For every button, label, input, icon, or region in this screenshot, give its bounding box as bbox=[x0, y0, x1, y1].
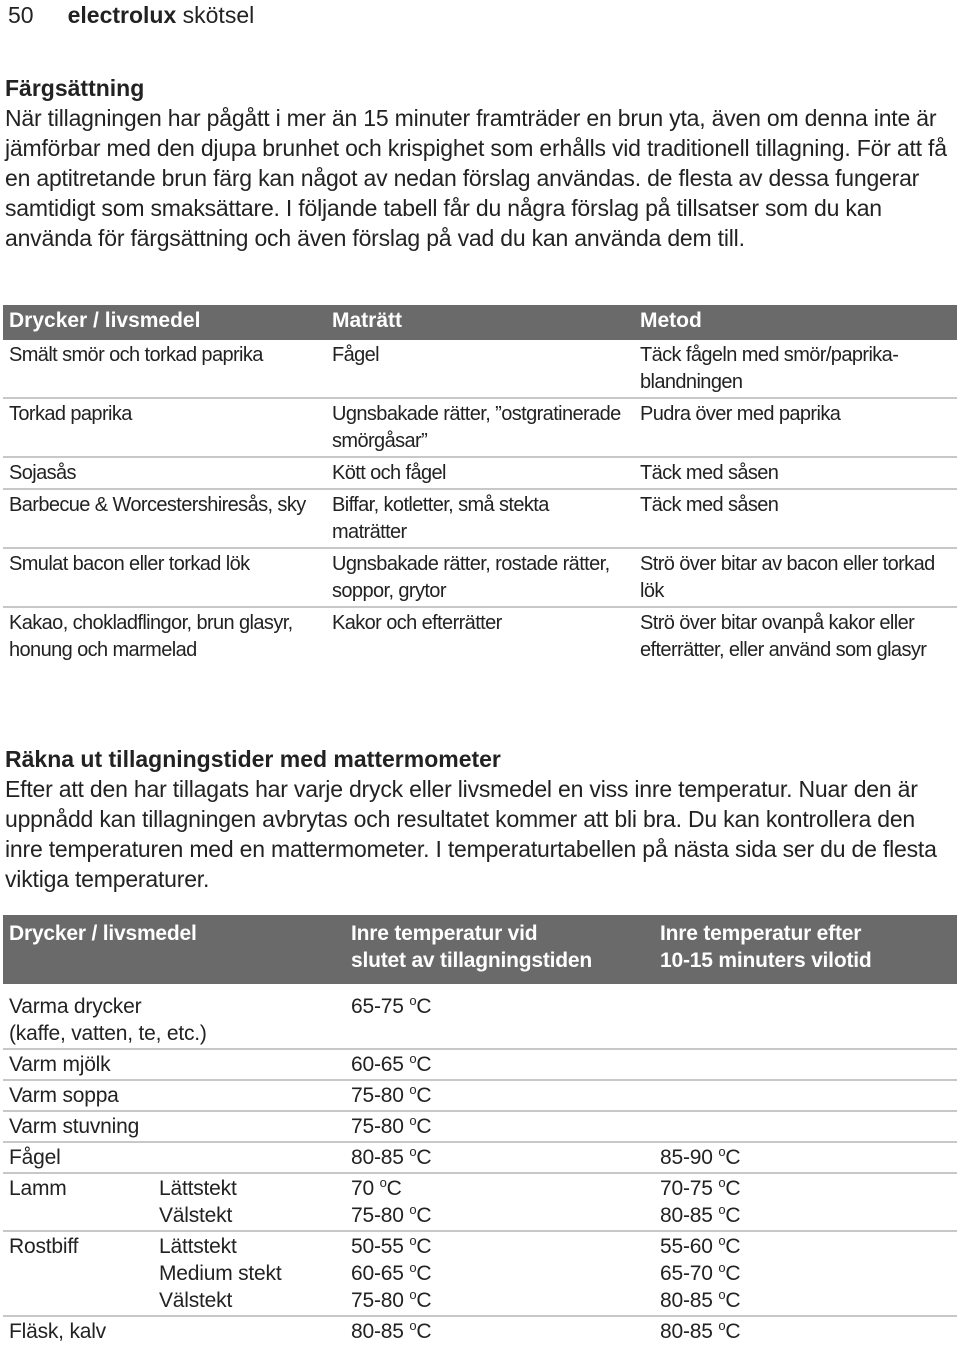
table-cell: Smält smör och torkad paprika bbox=[3, 340, 326, 398]
table-cell: Täck med såsen bbox=[634, 489, 957, 548]
degree-symbol: o bbox=[409, 1233, 417, 1248]
thermometer-heading: Räkna ut tillagningstider med mattermometer bbox=[5, 746, 501, 772]
unit-letter: C bbox=[416, 1204, 432, 1227]
page-header bbox=[8, 0, 254, 30]
unit-letter: C bbox=[725, 1235, 741, 1258]
temperature-number: 60-65 bbox=[351, 1053, 404, 1076]
section-name: skötsel bbox=[182, 2, 255, 28]
food-cell bbox=[3, 1231, 153, 1316]
temperature-number: 80-85 bbox=[660, 1320, 713, 1343]
end-temp-cell bbox=[345, 1049, 654, 1080]
browning-table-body bbox=[3, 340, 957, 665]
end-temp-cell bbox=[345, 1173, 654, 1231]
degree-symbol: o bbox=[409, 1051, 417, 1066]
food-line: Rostbiff bbox=[9, 1235, 79, 1258]
temperature-value bbox=[351, 1233, 648, 1260]
temperature-table bbox=[3, 915, 957, 1346]
column-header bbox=[654, 915, 957, 984]
doneness-line: Lättstekt bbox=[159, 1235, 237, 1258]
temperature-number: 75-80 bbox=[351, 1115, 404, 1138]
temperature-value bbox=[660, 1144, 951, 1171]
temperature-number: 65-70 bbox=[660, 1262, 713, 1285]
header-line: 10-15 minuters vilotid bbox=[660, 949, 872, 972]
table-cell: Täck fågeln med smör/paprika-blandningen bbox=[634, 340, 957, 398]
food-cell bbox=[3, 1080, 345, 1111]
food-line: Fläsk, kalv bbox=[9, 1320, 106, 1343]
browning-section bbox=[5, 73, 955, 253]
end-temp-cell bbox=[345, 1080, 654, 1111]
food-cell bbox=[3, 1049, 345, 1080]
column-header: Metod bbox=[634, 305, 957, 340]
unit-letter: C bbox=[416, 995, 432, 1018]
thermometer-body: Efter att den har tillagats har varje dryck eller livsmedel en viss inre temperatur. Nuar den är uppnådd kan tillagningen avbrytas och resultatet kommer att bli bra. Du kan kontrollera den inre temperaturen med en mattermometer. I temperaturtabellen på nästa sida ser du de flesta viktiga temperaturer. bbox=[5, 776, 937, 892]
table-cell: Torkad paprika bbox=[3, 398, 326, 457]
rest-temp-cell bbox=[654, 992, 957, 1049]
temperature-table-body bbox=[3, 992, 957, 1346]
table-cell: Kakor och efterrätter bbox=[332, 612, 502, 634]
temperature-number: 80-85 bbox=[660, 1204, 713, 1227]
unit-letter: C bbox=[416, 1084, 432, 1107]
table-cell: Biffar, kotletter, små stekta maträtter bbox=[326, 489, 634, 548]
degree-symbol: o bbox=[718, 1287, 726, 1302]
end-temp-cell bbox=[345, 1111, 654, 1142]
column-header: Drycker / livsmedel bbox=[3, 915, 345, 984]
degree-symbol: o bbox=[718, 1260, 726, 1275]
doneness-line: Välstekt bbox=[159, 1289, 233, 1312]
temperature-value bbox=[351, 1113, 648, 1140]
degree-symbol: o bbox=[409, 1318, 417, 1333]
food-cell bbox=[3, 992, 345, 1049]
table-row bbox=[3, 1231, 957, 1316]
doneness-cell bbox=[153, 1231, 345, 1316]
doneness-line: Välstekt bbox=[159, 1204, 233, 1227]
temperature-number: 80-85 bbox=[351, 1320, 404, 1343]
doneness-cell bbox=[153, 1173, 345, 1231]
temperature-value bbox=[660, 1287, 951, 1314]
table-row bbox=[3, 340, 957, 398]
table-row bbox=[3, 457, 957, 489]
food-line: Varm stuvning bbox=[9, 1115, 140, 1138]
table-row bbox=[3, 489, 957, 548]
table-cell: Kakao, chokladflingor, brun glasyr, honung och marmelad bbox=[9, 612, 293, 661]
table-cell: Kött och fågel bbox=[326, 457, 634, 489]
doneness-line: Lättstekt bbox=[159, 1177, 237, 1200]
table-row bbox=[3, 607, 957, 665]
unit-letter: C bbox=[416, 1289, 432, 1312]
degree-symbol: o bbox=[718, 1144, 726, 1159]
unit-letter: C bbox=[416, 1235, 432, 1258]
food-line: Lamm bbox=[9, 1177, 67, 1200]
food-line: Fågel bbox=[9, 1146, 61, 1169]
doneness-line: Medium stekt bbox=[159, 1262, 282, 1285]
table-row bbox=[3, 1142, 957, 1173]
unit-letter: C bbox=[416, 1146, 432, 1169]
temperature-value bbox=[660, 1318, 951, 1345]
temperature-number: 75-80 bbox=[351, 1204, 404, 1227]
rest-temp-cell bbox=[654, 1142, 957, 1173]
column-header: Maträtt bbox=[326, 305, 634, 340]
degree-symbol: o bbox=[718, 1318, 726, 1333]
temperature-value bbox=[351, 1260, 648, 1287]
table-cell: Sojasås bbox=[3, 457, 326, 489]
unit-letter: C bbox=[416, 1262, 432, 1285]
temperature-value bbox=[351, 993, 648, 1020]
temperature-number: 65-75 bbox=[351, 995, 404, 1018]
temperature-number: 70 bbox=[351, 1177, 374, 1200]
table-row bbox=[3, 992, 957, 1049]
table-row bbox=[3, 1049, 957, 1080]
browning-heading: Färgsättning bbox=[5, 75, 145, 101]
food-line: Varma drycker bbox=[9, 995, 142, 1018]
food-cell bbox=[3, 1142, 345, 1173]
table-row bbox=[3, 1111, 957, 1142]
header-line: Inre temperatur vid bbox=[351, 922, 538, 945]
table-header-row bbox=[3, 305, 957, 340]
thermometer-section bbox=[5, 744, 955, 894]
table-cell: Strö över bitar av bacon eller torkad lök bbox=[634, 548, 957, 607]
degree-symbol: o bbox=[409, 1287, 417, 1302]
temperature-number: 50-55 bbox=[351, 1235, 404, 1258]
temperature-number: 55-60 bbox=[660, 1235, 713, 1258]
rest-temp-cell bbox=[654, 1111, 957, 1142]
browning-table bbox=[3, 305, 957, 665]
degree-symbol: o bbox=[409, 1202, 417, 1217]
column-header bbox=[345, 915, 654, 984]
degree-symbol: o bbox=[409, 1144, 417, 1159]
page-number: 50 bbox=[8, 2, 34, 28]
temperature-value bbox=[660, 1260, 951, 1287]
temperature-number: 70-75 bbox=[660, 1177, 713, 1200]
temperature-number: 80-85 bbox=[660, 1289, 713, 1312]
brand-name: electrolux bbox=[67, 2, 177, 28]
header-line: slutet av tillagningstiden bbox=[351, 949, 592, 972]
table-cell: Ugnsbakade rätter, ”ostgratinerade smörgåsar” bbox=[326, 398, 634, 457]
degree-symbol: o bbox=[718, 1202, 726, 1217]
unit-letter: C bbox=[386, 1177, 402, 1200]
table-row bbox=[3, 548, 957, 607]
rest-temp-cell bbox=[654, 1080, 957, 1111]
table-cell: Barbecue & Worcestershiresås, sky bbox=[3, 489, 326, 548]
table-cell: Ugnsbakade rätter, rostade rätter, soppor, grytor bbox=[326, 548, 634, 607]
food-line: Varm soppa bbox=[9, 1084, 119, 1107]
temperature-value bbox=[351, 1202, 648, 1229]
table-cell: Täck med såsen bbox=[634, 457, 957, 489]
degree-symbol: o bbox=[409, 1113, 417, 1128]
table-row bbox=[3, 1316, 957, 1346]
temperature-value bbox=[660, 1175, 951, 1202]
unit-letter: C bbox=[725, 1204, 741, 1227]
temperature-number: 75-80 bbox=[351, 1084, 404, 1107]
temperature-value bbox=[351, 1051, 648, 1078]
unit-letter: C bbox=[416, 1320, 432, 1343]
unit-letter: C bbox=[725, 1289, 741, 1312]
unit-letter: C bbox=[725, 1262, 741, 1285]
degree-symbol: o bbox=[409, 1082, 417, 1097]
temperature-number: 60-65 bbox=[351, 1262, 404, 1285]
temperature-value bbox=[351, 1144, 648, 1171]
food-cell bbox=[3, 1111, 345, 1142]
degree-symbol: o bbox=[718, 1233, 726, 1248]
end-temp-cell bbox=[345, 992, 654, 1049]
temperature-number: 75-80 bbox=[351, 1289, 404, 1312]
table-row bbox=[3, 398, 957, 457]
end-temp-cell bbox=[345, 1231, 654, 1316]
end-temp-cell bbox=[345, 1142, 654, 1173]
table-row bbox=[3, 1173, 957, 1231]
table-cell: Pudra över med paprika bbox=[634, 398, 957, 457]
rest-temp-cell bbox=[654, 1316, 957, 1346]
unit-letter: C bbox=[725, 1320, 741, 1343]
rest-temp-cell bbox=[654, 1049, 957, 1080]
degree-symbol: o bbox=[718, 1175, 726, 1190]
food-cell bbox=[3, 1173, 153, 1231]
table-cell: Strö över bitar ovanpå kakor eller efterrätter, eller använd som glasyr bbox=[640, 612, 927, 661]
table-row bbox=[3, 1080, 957, 1111]
temperature-number: 85-90 bbox=[660, 1146, 713, 1169]
degree-symbol: o bbox=[379, 1175, 387, 1190]
table-cell: Smulat bacon eller torkad lök bbox=[3, 548, 326, 607]
temperature-number: 80-85 bbox=[351, 1146, 404, 1169]
degree-symbol: o bbox=[409, 993, 417, 1008]
food-line: Varm mjölk bbox=[9, 1053, 111, 1076]
temperature-value bbox=[351, 1082, 648, 1109]
rest-temp-cell bbox=[654, 1231, 957, 1316]
unit-letter: C bbox=[416, 1053, 432, 1076]
rest-temp-cell bbox=[654, 1173, 957, 1231]
table-header-row bbox=[3, 915, 957, 984]
end-temp-cell bbox=[345, 1316, 654, 1346]
unit-letter: C bbox=[416, 1115, 432, 1138]
temperature-value bbox=[660, 1202, 951, 1229]
temperature-value bbox=[660, 1233, 951, 1260]
food-line: (kaffe, vatten, te, etc.) bbox=[9, 1022, 207, 1045]
browning-body: När tillagningen har pågått i mer än 15 minuter framträder en brun yta, även om denna inte är jämförbar med den djupa brunhet och krispighet som erhålls vid traditionell tillagning. För att få en aptitretande brun färg kan något av nedan förslag användas. de flesta av dessa fungerar samtidigt som smaksättare. I följande tabell får du några förslag på tillsatser som du kan använda för färgsättning och även förslag på vad du kan använda dem till. bbox=[5, 105, 947, 251]
unit-letter: C bbox=[725, 1177, 741, 1200]
temperature-value bbox=[351, 1318, 648, 1345]
temperature-value bbox=[351, 1287, 648, 1314]
header-line: Inre temperatur efter bbox=[660, 922, 862, 945]
food-cell bbox=[3, 1316, 345, 1346]
column-header: Drycker / livsmedel bbox=[3, 305, 326, 340]
table-cell: Fågel bbox=[326, 340, 634, 398]
temperature-value bbox=[351, 1175, 648, 1202]
unit-letter: C bbox=[725, 1146, 741, 1169]
degree-symbol: o bbox=[409, 1260, 417, 1275]
